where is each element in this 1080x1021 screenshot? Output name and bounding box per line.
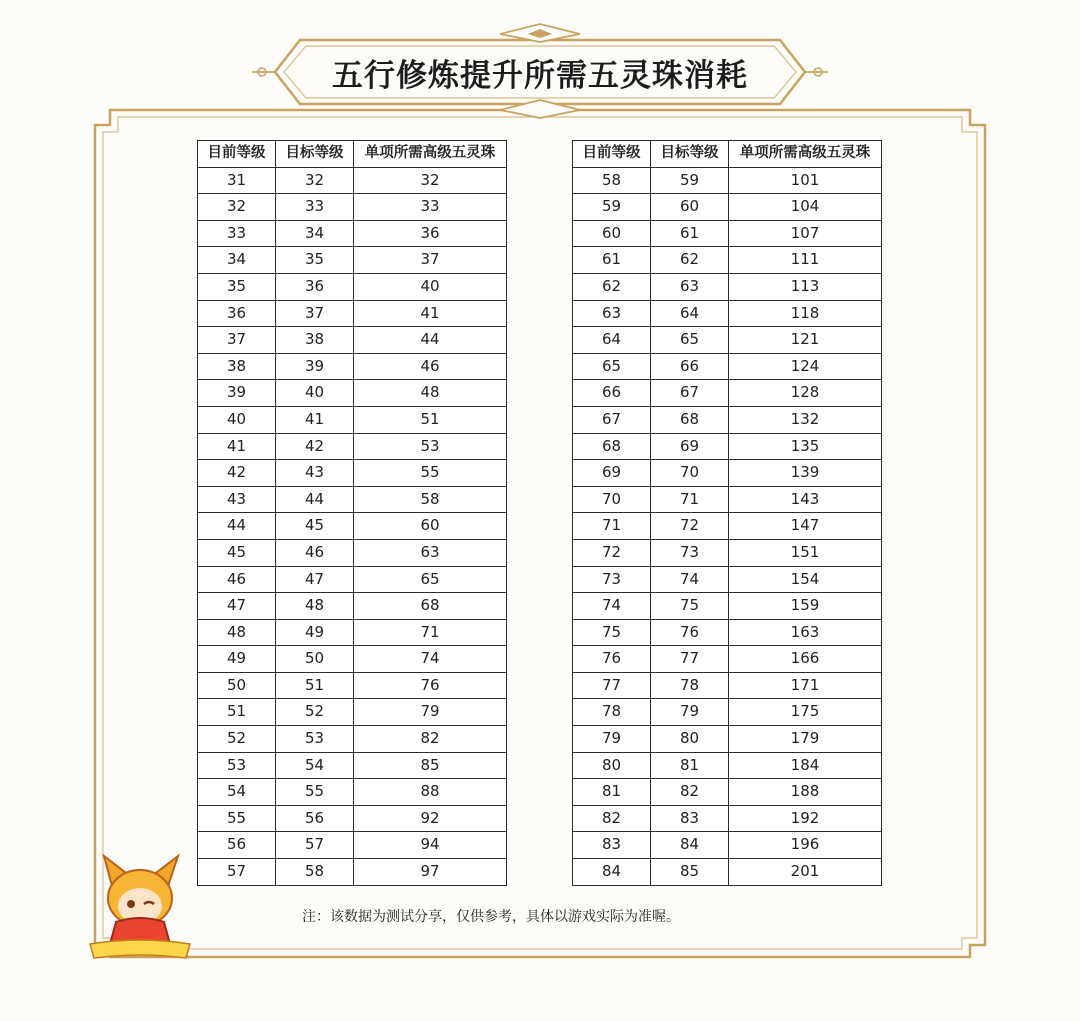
cell-cost: 143 [729, 486, 882, 513]
table-row [573, 406, 882, 433]
cell-cost: 192 [729, 805, 882, 832]
cell-target-level: 52 [276, 699, 354, 726]
table-row [573, 486, 882, 513]
table-row [573, 619, 882, 646]
cell-cost: 85 [354, 752, 507, 779]
cell-target-level: 34 [276, 220, 354, 247]
cell-current-level: 75 [573, 619, 651, 646]
cell-current-level: 81 [573, 779, 651, 806]
cell-target-level: 56 [276, 805, 354, 832]
cell-current-level: 53 [198, 752, 276, 779]
table-row [198, 460, 507, 487]
cell-target-level: 69 [651, 433, 729, 460]
cell-target-level: 53 [276, 726, 354, 753]
header-cost: 单项所需高级五灵珠 [354, 141, 507, 168]
cell-current-level: 79 [573, 726, 651, 753]
table-row [198, 726, 507, 753]
cell-current-level: 56 [198, 832, 276, 859]
cell-current-level: 31 [198, 167, 276, 194]
table-body-right [573, 167, 882, 885]
cell-current-level: 80 [573, 752, 651, 779]
footnote: 注：该数据为测试分享，仅供参考，具体以游戏实际为准喔。 [302, 909, 680, 925]
table-row [198, 779, 507, 806]
table-header-row [198, 141, 507, 168]
cell-cost: 97 [354, 859, 507, 886]
cell-cost: 37 [354, 247, 507, 274]
cell-current-level: 82 [573, 805, 651, 832]
header-cost: 单项所需高级五灵珠 [729, 141, 882, 168]
table-row [198, 353, 507, 380]
cell-cost: 40 [354, 273, 507, 300]
cell-cost: 58 [354, 486, 507, 513]
table-row [573, 327, 882, 354]
cell-target-level: 40 [276, 380, 354, 407]
table-row [573, 380, 882, 407]
cell-current-level: 61 [573, 247, 651, 274]
table-row [198, 859, 507, 886]
cell-cost: 135 [729, 433, 882, 460]
table-header-row [573, 141, 882, 168]
page-title: 五行修炼提升所需五灵珠消耗 [332, 57, 748, 94]
cell-target-level: 77 [651, 646, 729, 673]
cell-cost: 163 [729, 619, 882, 646]
cell-cost: 107 [729, 220, 882, 247]
table-row [198, 300, 507, 327]
table-row [573, 513, 882, 540]
cell-target-level: 48 [276, 593, 354, 620]
cell-target-level: 85 [651, 859, 729, 886]
cell-current-level: 72 [573, 539, 651, 566]
cell-cost: 92 [354, 805, 507, 832]
cell-current-level: 73 [573, 566, 651, 593]
table-row [198, 566, 507, 593]
cell-current-level: 45 [198, 539, 276, 566]
cell-cost: 79 [354, 699, 507, 726]
table-row [573, 859, 882, 886]
cell-current-level: 54 [198, 779, 276, 806]
cell-target-level: 49 [276, 619, 354, 646]
cell-cost: 41 [354, 300, 507, 327]
table-row [198, 672, 507, 699]
cell-target-level: 79 [651, 699, 729, 726]
cell-target-level: 42 [276, 433, 354, 460]
cell-target-level: 39 [276, 353, 354, 380]
cell-cost: 32 [354, 167, 507, 194]
cell-target-level: 73 [651, 539, 729, 566]
cell-target-level: 65 [651, 327, 729, 354]
cell-target-level: 54 [276, 752, 354, 779]
table-row [573, 566, 882, 593]
cell-current-level: 66 [573, 380, 651, 407]
cell-current-level: 32 [198, 194, 276, 221]
cell-current-level: 74 [573, 593, 651, 620]
table-row [198, 805, 507, 832]
table-row [573, 752, 882, 779]
cell-cost: 53 [354, 433, 507, 460]
cell-cost: 111 [729, 247, 882, 274]
table-row [573, 273, 882, 300]
table-row [198, 406, 507, 433]
table-body-left [198, 167, 507, 885]
table-row [198, 752, 507, 779]
cell-current-level: 38 [198, 353, 276, 380]
cell-current-level: 39 [198, 380, 276, 407]
cell-cost: 201 [729, 859, 882, 886]
cell-target-level: 70 [651, 460, 729, 487]
cell-current-level: 34 [198, 247, 276, 274]
cell-current-level: 78 [573, 699, 651, 726]
table-row [573, 805, 882, 832]
cell-current-level: 65 [573, 353, 651, 380]
cell-cost: 55 [354, 460, 507, 487]
table-row [198, 513, 507, 540]
cell-target-level: 71 [651, 486, 729, 513]
cell-current-level: 48 [198, 619, 276, 646]
table-row [198, 220, 507, 247]
cell-target-level: 55 [276, 779, 354, 806]
cell-current-level: 77 [573, 672, 651, 699]
cell-cost: 48 [354, 380, 507, 407]
table-row [573, 539, 882, 566]
cell-current-level: 57 [198, 859, 276, 886]
header-target-level: 目标等级 [276, 141, 354, 168]
cell-target-level: 64 [651, 300, 729, 327]
cell-cost: 154 [729, 566, 882, 593]
cell-target-level: 66 [651, 353, 729, 380]
cell-cost: 188 [729, 779, 882, 806]
cell-target-level: 75 [651, 593, 729, 620]
table-row [198, 380, 507, 407]
cell-target-level: 50 [276, 646, 354, 673]
table-row [573, 460, 882, 487]
table-row [198, 327, 507, 354]
table-row [573, 699, 882, 726]
fox-mascot-logo [86, 852, 194, 960]
cell-cost: 128 [729, 380, 882, 407]
table-row [198, 167, 507, 194]
cell-target-level: 51 [276, 672, 354, 699]
cell-cost: 159 [729, 593, 882, 620]
cell-target-level: 32 [276, 167, 354, 194]
cell-current-level: 69 [573, 460, 651, 487]
cell-target-level: 62 [651, 247, 729, 274]
cell-current-level: 67 [573, 406, 651, 433]
table-row [198, 433, 507, 460]
cell-current-level: 46 [198, 566, 276, 593]
cell-target-level: 80 [651, 726, 729, 753]
cell-target-level: 84 [651, 832, 729, 859]
cell-cost: 147 [729, 513, 882, 540]
cell-current-level: 64 [573, 327, 651, 354]
table-row [573, 300, 882, 327]
cell-current-level: 43 [198, 486, 276, 513]
cell-target-level: 83 [651, 805, 729, 832]
table-row [198, 619, 507, 646]
cell-target-level: 63 [651, 273, 729, 300]
cell-current-level: 42 [198, 460, 276, 487]
cell-cost: 33 [354, 194, 507, 221]
cell-current-level: 35 [198, 273, 276, 300]
cell-cost: 44 [354, 327, 507, 354]
header-current-level: 目前等级 [573, 141, 651, 168]
cell-current-level: 36 [198, 300, 276, 327]
table-row [198, 646, 507, 673]
cell-current-level: 83 [573, 832, 651, 859]
cell-cost: 60 [354, 513, 507, 540]
cell-cost: 124 [729, 353, 882, 380]
cell-cost: 76 [354, 672, 507, 699]
cell-target-level: 35 [276, 247, 354, 274]
cell-current-level: 60 [573, 220, 651, 247]
cell-target-level: 47 [276, 566, 354, 593]
cell-current-level: 37 [198, 327, 276, 354]
table-row [573, 220, 882, 247]
cell-target-level: 61 [651, 220, 729, 247]
cell-target-level: 82 [651, 779, 729, 806]
cell-cost: 65 [354, 566, 507, 593]
cell-current-level: 52 [198, 726, 276, 753]
header-current-level: 目前等级 [198, 141, 276, 168]
table-row [198, 247, 507, 274]
cell-current-level: 76 [573, 646, 651, 673]
table-row [573, 353, 882, 380]
cell-cost: 113 [729, 273, 882, 300]
cell-current-level: 51 [198, 699, 276, 726]
cell-target-level: 41 [276, 406, 354, 433]
table-row [198, 593, 507, 620]
cell-cost: 139 [729, 460, 882, 487]
cell-cost: 132 [729, 406, 882, 433]
cell-current-level: 58 [573, 167, 651, 194]
cell-current-level: 55 [198, 805, 276, 832]
table-row [198, 194, 507, 221]
header-target-level: 目标等级 [651, 141, 729, 168]
cell-current-level: 33 [198, 220, 276, 247]
cell-cost: 196 [729, 832, 882, 859]
cell-target-level: 38 [276, 327, 354, 354]
cell-target-level: 57 [276, 832, 354, 859]
cell-cost: 175 [729, 699, 882, 726]
cell-target-level: 45 [276, 513, 354, 540]
cell-current-level: 62 [573, 273, 651, 300]
table-row [198, 832, 507, 859]
table-row [573, 779, 882, 806]
cell-target-level: 59 [651, 167, 729, 194]
cell-cost: 46 [354, 353, 507, 380]
table-row [573, 646, 882, 673]
cell-target-level: 68 [651, 406, 729, 433]
cell-current-level: 68 [573, 433, 651, 460]
table-row [573, 593, 882, 620]
table-row [573, 433, 882, 460]
cell-target-level: 60 [651, 194, 729, 221]
cell-target-level: 72 [651, 513, 729, 540]
cell-target-level: 78 [651, 672, 729, 699]
cell-target-level: 33 [276, 194, 354, 221]
cell-current-level: 59 [573, 194, 651, 221]
cell-cost: 118 [729, 300, 882, 327]
cell-target-level: 44 [276, 486, 354, 513]
table-row [573, 194, 882, 221]
cell-cost: 36 [354, 220, 507, 247]
cell-target-level: 67 [651, 380, 729, 407]
table-row [198, 699, 507, 726]
cell-cost: 184 [729, 752, 882, 779]
cell-cost: 63 [354, 539, 507, 566]
cell-target-level: 46 [276, 539, 354, 566]
cell-cost: 74 [354, 646, 507, 673]
cell-current-level: 40 [198, 406, 276, 433]
table-row [198, 486, 507, 513]
level-table-right [572, 140, 882, 886]
cell-target-level: 43 [276, 460, 354, 487]
cell-target-level: 58 [276, 859, 354, 886]
cell-current-level: 71 [573, 513, 651, 540]
cell-current-level: 50 [198, 672, 276, 699]
table-row [573, 247, 882, 274]
cell-current-level: 84 [573, 859, 651, 886]
table-row [573, 726, 882, 753]
cell-cost: 68 [354, 593, 507, 620]
table-row [573, 672, 882, 699]
cell-current-level: 41 [198, 433, 276, 460]
cell-cost: 94 [354, 832, 507, 859]
cell-current-level: 44 [198, 513, 276, 540]
cell-cost: 104 [729, 194, 882, 221]
cell-current-level: 63 [573, 300, 651, 327]
level-table-left [197, 140, 507, 886]
cell-cost: 88 [354, 779, 507, 806]
cell-cost: 171 [729, 672, 882, 699]
cell-cost: 179 [729, 726, 882, 753]
cell-target-level: 37 [276, 300, 354, 327]
cell-target-level: 76 [651, 619, 729, 646]
cell-cost: 166 [729, 646, 882, 673]
table-row [573, 167, 882, 194]
cell-target-level: 74 [651, 566, 729, 593]
cell-target-level: 36 [276, 273, 354, 300]
cell-current-level: 47 [198, 593, 276, 620]
table-row [198, 539, 507, 566]
cell-target-level: 81 [651, 752, 729, 779]
table-row [198, 273, 507, 300]
cell-current-level: 70 [573, 486, 651, 513]
cell-cost: 121 [729, 327, 882, 354]
cell-cost: 71 [354, 619, 507, 646]
table-row [573, 832, 882, 859]
cell-cost: 151 [729, 539, 882, 566]
cell-cost: 51 [354, 406, 507, 433]
cell-cost: 101 [729, 167, 882, 194]
cell-current-level: 49 [198, 646, 276, 673]
cell-cost: 82 [354, 726, 507, 753]
